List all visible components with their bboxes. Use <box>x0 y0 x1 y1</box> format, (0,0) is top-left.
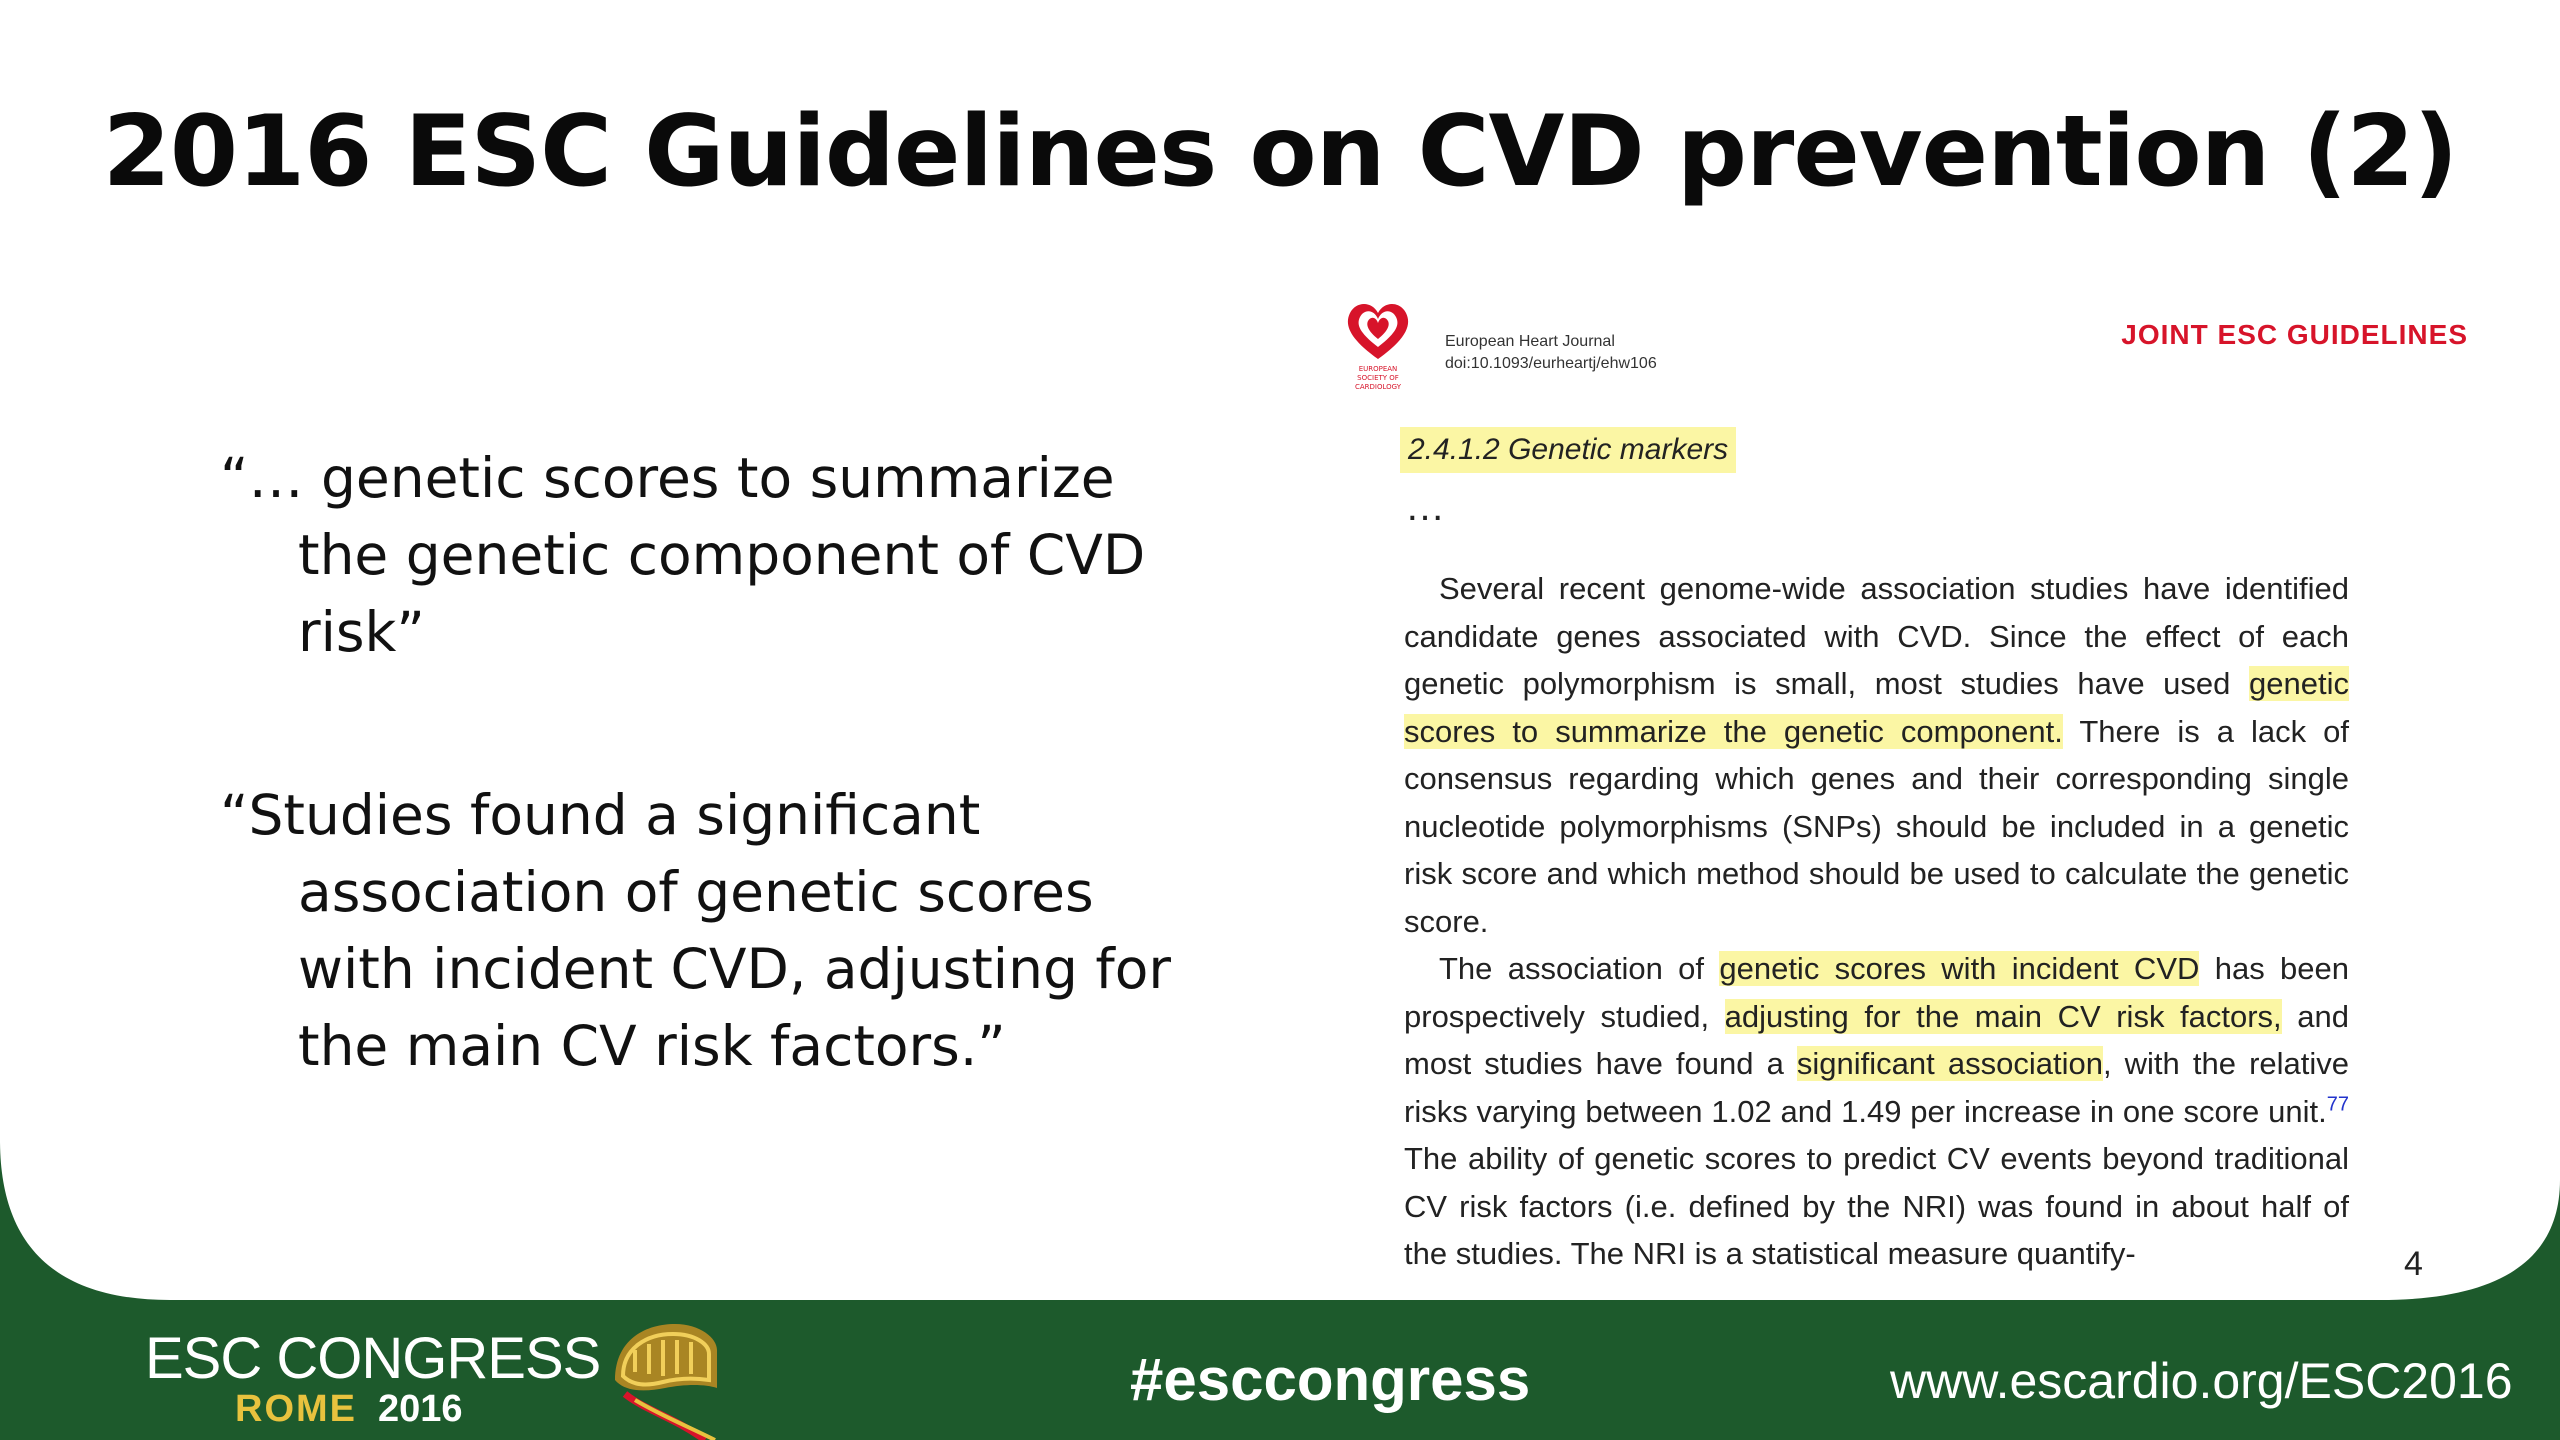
highlight-significant-association: significant association <box>1796 1046 2103 1081</box>
website-url[interactable]: www.escardio.org/ESC2016 <box>1890 1353 2513 1409</box>
page-number: 4 <box>2404 1245 2423 1283</box>
text-run: There is a lack of consensus regarding which genes and their corresponding single nucleotide polymorphisms (SNPs) should be included in a genetic risk score and which method should be used to calculate the genetic score. <box>1404 713 2349 939</box>
text-run: Several recent genome-wide association studies have identified candidate genes associated with CVD. Since the effect of each genetic polymorphism is small, most studies have used <box>1404 571 2349 701</box>
quote-2: “Studies found a significant association of genetic scores with incident CVD, adjusting for the main CV risk factors.” <box>220 783 1171 1078</box>
svg-text:EUROPEAN: EUROPEAN <box>1358 365 1398 373</box>
esc-heart-logo-icon <box>1340 295 1416 395</box>
journal-doi: doi:10.1093/eurheartj/ehw106 <box>1445 355 1657 372</box>
reference-link[interactable]: 77 <box>2326 1093 2349 1116</box>
esc-congress-brand: ESC CONGRESS <box>145 1326 601 1391</box>
paper-excerpt <box>1330 295 2468 1280</box>
highlight-genetic-scores: genetic scores to summarize the genetic component. <box>1404 666 2349 749</box>
colosseum-logo-icon <box>605 1310 725 1440</box>
joint-guidelines-label: JOINT ESC GUIDELINES <box>2121 319 2468 350</box>
text-run: and most studies have found a <box>1404 998 2349 1081</box>
highlight-incident-cvd: genetic scores with incident CVD <box>1719 951 2200 986</box>
congress-city: ROME <box>235 1388 357 1430</box>
text-run: The association of <box>1439 951 1720 986</box>
paragraph-1 <box>1404 565 2349 945</box>
quotes-panel <box>220 440 1220 1085</box>
hashtag: #esccongress <box>1130 1346 1531 1413</box>
slide-title: 2016 ESC Guidelines on CVD prevention (2) <box>102 95 2458 209</box>
section-heading: 2.4.1.2 Genetic markers <box>1400 427 1736 473</box>
highlight-risk-factors: adjusting for the main CV risk factors, <box>1724 998 2282 1034</box>
text-run: , with the relative risks varying between 1.02 and 1.49 per increase in one score unit. <box>1404 1046 2349 1129</box>
congress-year: 2016 <box>378 1388 463 1430</box>
quote-1: “… genetic scores to summarize the genetic component of CVD risk” <box>220 446 1146 664</box>
ellipsis: … <box>1405 485 1445 529</box>
text-run: has been prospectively studied, <box>1404 951 2349 1034</box>
journal-name: European Heart Journal <box>1445 333 1615 350</box>
svg-text:SOCIETY OF: SOCIETY OF <box>1357 374 1399 382</box>
journal-info <box>1445 331 1657 375</box>
text-run: The ability of genetic scores to predict CV events beyond traditional CV risk factors (i.e. defined by the NRI) was found in about half of the studies. The NRI is a statistical measure quantify- <box>1404 1141 2349 1271</box>
svg-text:CARDIOLOGY: CARDIOLOGY <box>1354 383 1402 391</box>
